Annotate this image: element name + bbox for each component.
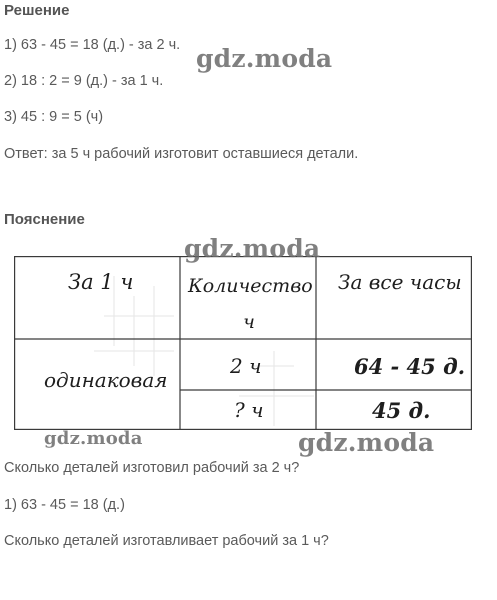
- table-header-total: За все часы: [338, 270, 462, 294]
- watermark-middle: gdz.moda: [184, 234, 321, 263]
- watermark-top: gdz.moda: [196, 44, 333, 73]
- question-2: Сколько деталей изготавливает рабочий за 1 ч?: [4, 533, 329, 549]
- solution-heading: Решение: [4, 2, 70, 19]
- question-1: Сколько деталей изготовил рабочий за 2 ч?: [4, 460, 300, 476]
- table-header-per-hour: За 1 ч: [68, 270, 134, 294]
- table-row-label: одинаковая: [44, 368, 168, 392]
- table-header-hours-label: Количество ч: [188, 275, 313, 333]
- table-row2-hours: ? ч: [234, 398, 264, 422]
- solution-step-2: 2) 18 : 2 = 9 (д.) - за 1 ч.: [4, 73, 164, 89]
- watermark-bottom-right: gdz.moda: [298, 428, 435, 457]
- table-header-hours: [188, 268, 313, 340]
- explanation-step-1: 1) 63 - 45 = 18 (д.): [4, 497, 125, 513]
- watermark-bottom-left: gdz.moda: [44, 428, 143, 449]
- explanation-table: [14, 256, 472, 430]
- table-row1-total: 64 - 45 д.: [354, 354, 466, 379]
- answer-text: Ответ: за 5 ч рабочий изготовит оставшиеся детали.: [4, 146, 359, 162]
- solution-step-3: 3) 45 : 9 = 5 (ч): [4, 109, 104, 125]
- table-row2-total: 45 д.: [372, 398, 431, 423]
- explanation-heading: Пояснение: [4, 211, 85, 228]
- solution-step-1: 1) 63 - 45 = 18 (д.) - за 2 ч.: [4, 37, 181, 53]
- table-row1-hours: 2 ч: [230, 354, 262, 378]
